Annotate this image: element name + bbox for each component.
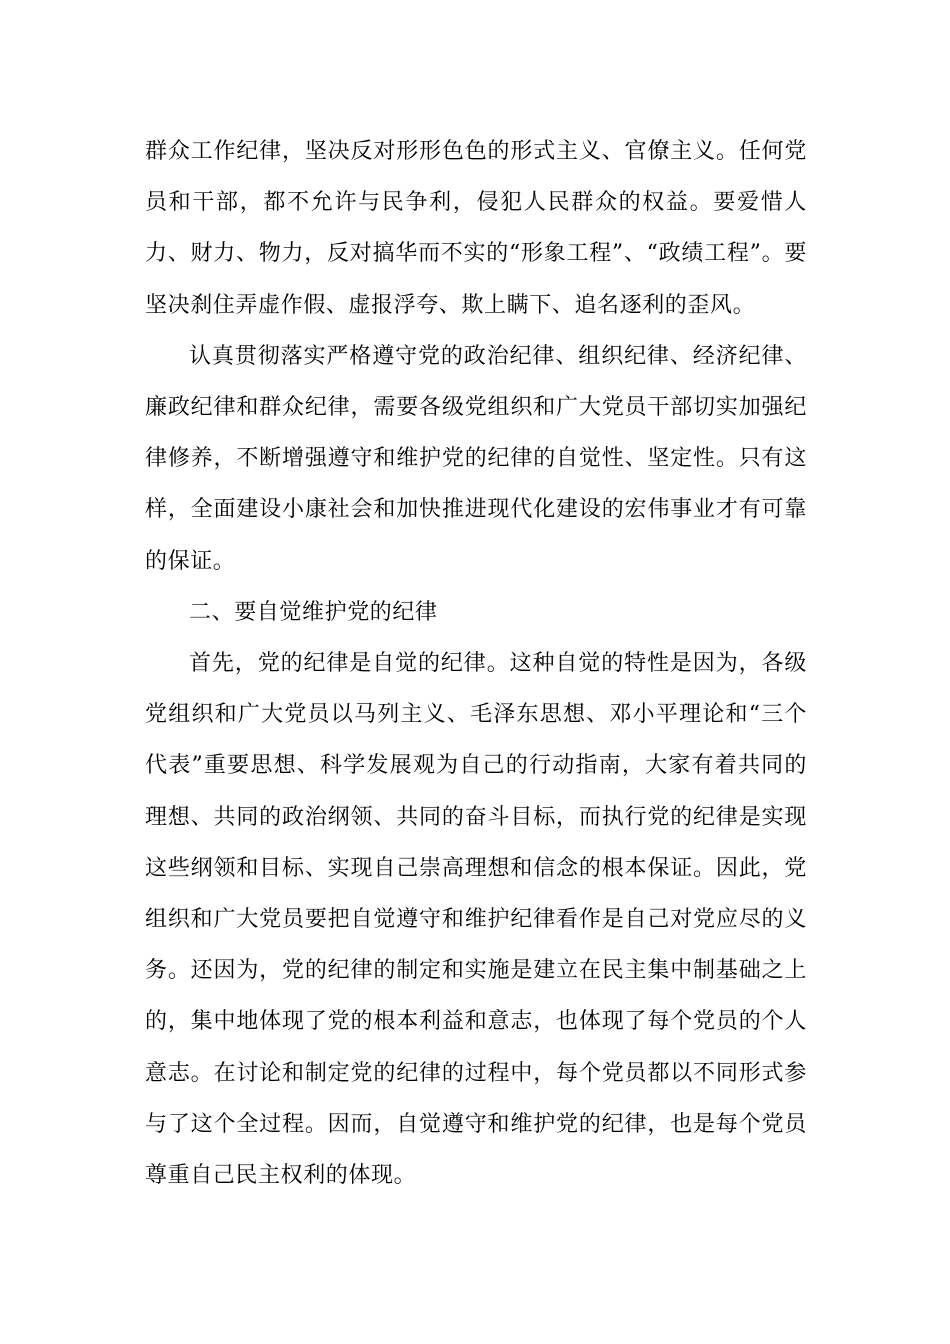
paragraph-continuation: 群众工作纪律，坚决反对形形色色的形式主义、官僚主义。任何党员和干部，都不允许与民争利，侵犯人民群众的权益。要爱惜人力、财力、物力，反对搞华而不实的“形象工程”、“政绩工程”。要坚决刹住弄虚作假、虚报浮夸、欺上瞒下、追名逐利的歪风。: [145, 139, 807, 318]
document-body: [145, 126, 807, 1201]
paragraph: 认真贯彻落实严格遵守党的政治纪律、组织纪律、经济纪律、廉政纪律和群众纪律，需要各级党组织和广大党员干部切实加强纪律修养，不断增强遵守和维护党的纪律的自觉性、坚定性。只有这样，全面建设小康社会和加快推进现代化建设的宏伟事业才有可靠的保证。: [145, 343, 807, 574]
section-heading: 二、要自觉维护党的纪律: [189, 599, 438, 625]
paragraph: 首先，党的纪律是自觉的纪律。这种自觉的特性是因为，各级党组织和广大党员以马列主义、毛泽东思想、邓小平理论和“三个代表”重要思想、科学发展观为自己的行动指南，大家有着共同的理想、共同的政治纲领、共同的奋斗目标，而执行党的纪律是实现这些纲领和目标、实现自己崇高理想和信念的根本保证。因此，党组织和广大党员要把自觉遵守和维护纪律看作是自己对党应尽的义务。还因为，党的纪律的制定和实施是建立在民主集中制基础之上的，集中地体现了党的根本利益和意志，也体现了每个党员的个人意志。在讨论和制定党的纪律的过程中，每个党员都以不同形式参与了这个全过程。因而，自觉遵守和维护党的纪律，也是每个党员尊重自己民主权利的体现。: [145, 651, 807, 1189]
